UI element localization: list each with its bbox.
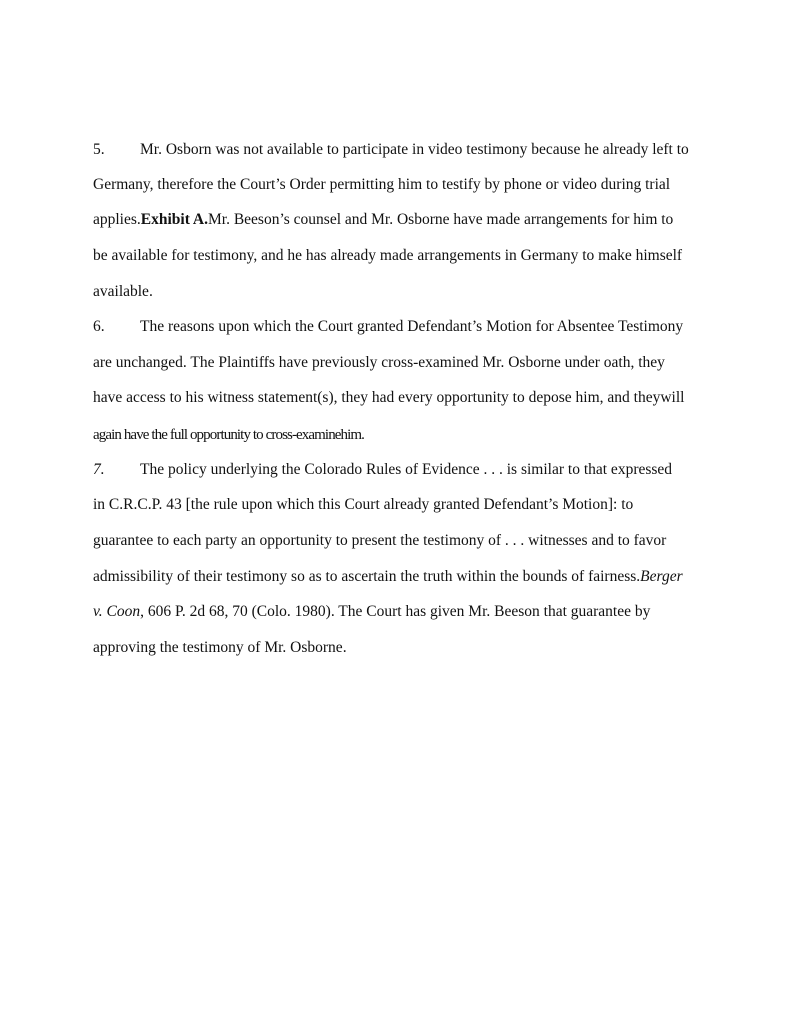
paragraph-6-line-4 [93, 425, 364, 445]
paragraph-5-number: 5. [93, 141, 105, 158]
paragraph-text: Germany, therefore the Court’s Order permitting him to testify by phone or video during trial [93, 176, 671, 193]
paragraph-6-line-2 [93, 353, 665, 373]
paragraph-text: have access to his witness statement(s), they had every opportunity to depose him, and theywill [93, 389, 685, 406]
paragraph-5-line-4 [93, 246, 682, 266]
paragraph-5-line-3 [93, 210, 673, 230]
paragraph-7-number: 7. [93, 461, 105, 478]
paragraph-5-line-5 [93, 282, 153, 302]
paragraph-6-text: The reasons upon which the Court granted Defendant’s Motion for Absentee Testimony [140, 318, 684, 335]
paragraph-6-line-3 [93, 388, 684, 408]
exhibit-reference: Exhibit A. [140, 211, 208, 228]
paragraph-text: guarantee to each party an opportunity to present the testimony of . . . witnesses and to favor [93, 532, 667, 549]
paragraph-7-line-1 [93, 460, 672, 480]
paragraph-text: applies. [93, 211, 141, 228]
case-citation: Berger [640, 568, 683, 585]
paragraph-text: be available for testimony, and he has already made arrangements in Germany to make himself [93, 247, 683, 264]
paragraph-text: are unchanged. The Plaintiffs have previously cross-examined Mr. Osborne under oath, they [93, 354, 665, 371]
paragraph-text: admissibility of their testimony so as to ascertain the truth within the bounds of fairness. [93, 568, 641, 585]
paragraph-text: , 606 P. 2d 68, 70 (Colo. 1980). The Court has given Mr. Beeson that guarantee by [140, 603, 651, 620]
paragraph-5-line-2 [93, 175, 670, 195]
paragraph-6-line-1 [93, 317, 683, 337]
paragraph-6-number: 6. [93, 318, 105, 335]
case-citation: v. Coon [93, 603, 141, 620]
paragraph-text: available. [93, 283, 153, 300]
paragraph-text: in C.R.C.P. 43 [the rule upon which this Court already granted Defendant’s Motion]: to [93, 496, 634, 513]
paragraph-text: Mr. Beeson’s counsel and Mr. Osborne have made arrangements for him to [207, 211, 674, 228]
paragraph-7-line-4 [93, 567, 683, 587]
paragraph-5-text: Mr. Osborn was not available to participate in video testimony because he already left to [140, 141, 689, 158]
paragraph-7-text: The policy underlying the Colorado Rules of Evidence . . . is similar to that expressed [140, 461, 673, 478]
paragraph-7-line-2 [93, 495, 633, 515]
paragraph-text: approving the testimony of Mr. Osborne. [93, 639, 347, 656]
paragraph-7-line-3 [93, 531, 666, 551]
paragraph-5-line-1 [93, 140, 689, 160]
paragraph-text: again have the full opportunity to cross-examinehim. [93, 427, 365, 443]
paragraph-7-line-6 [93, 638, 347, 658]
paragraph-7-line-5 [93, 602, 650, 622]
